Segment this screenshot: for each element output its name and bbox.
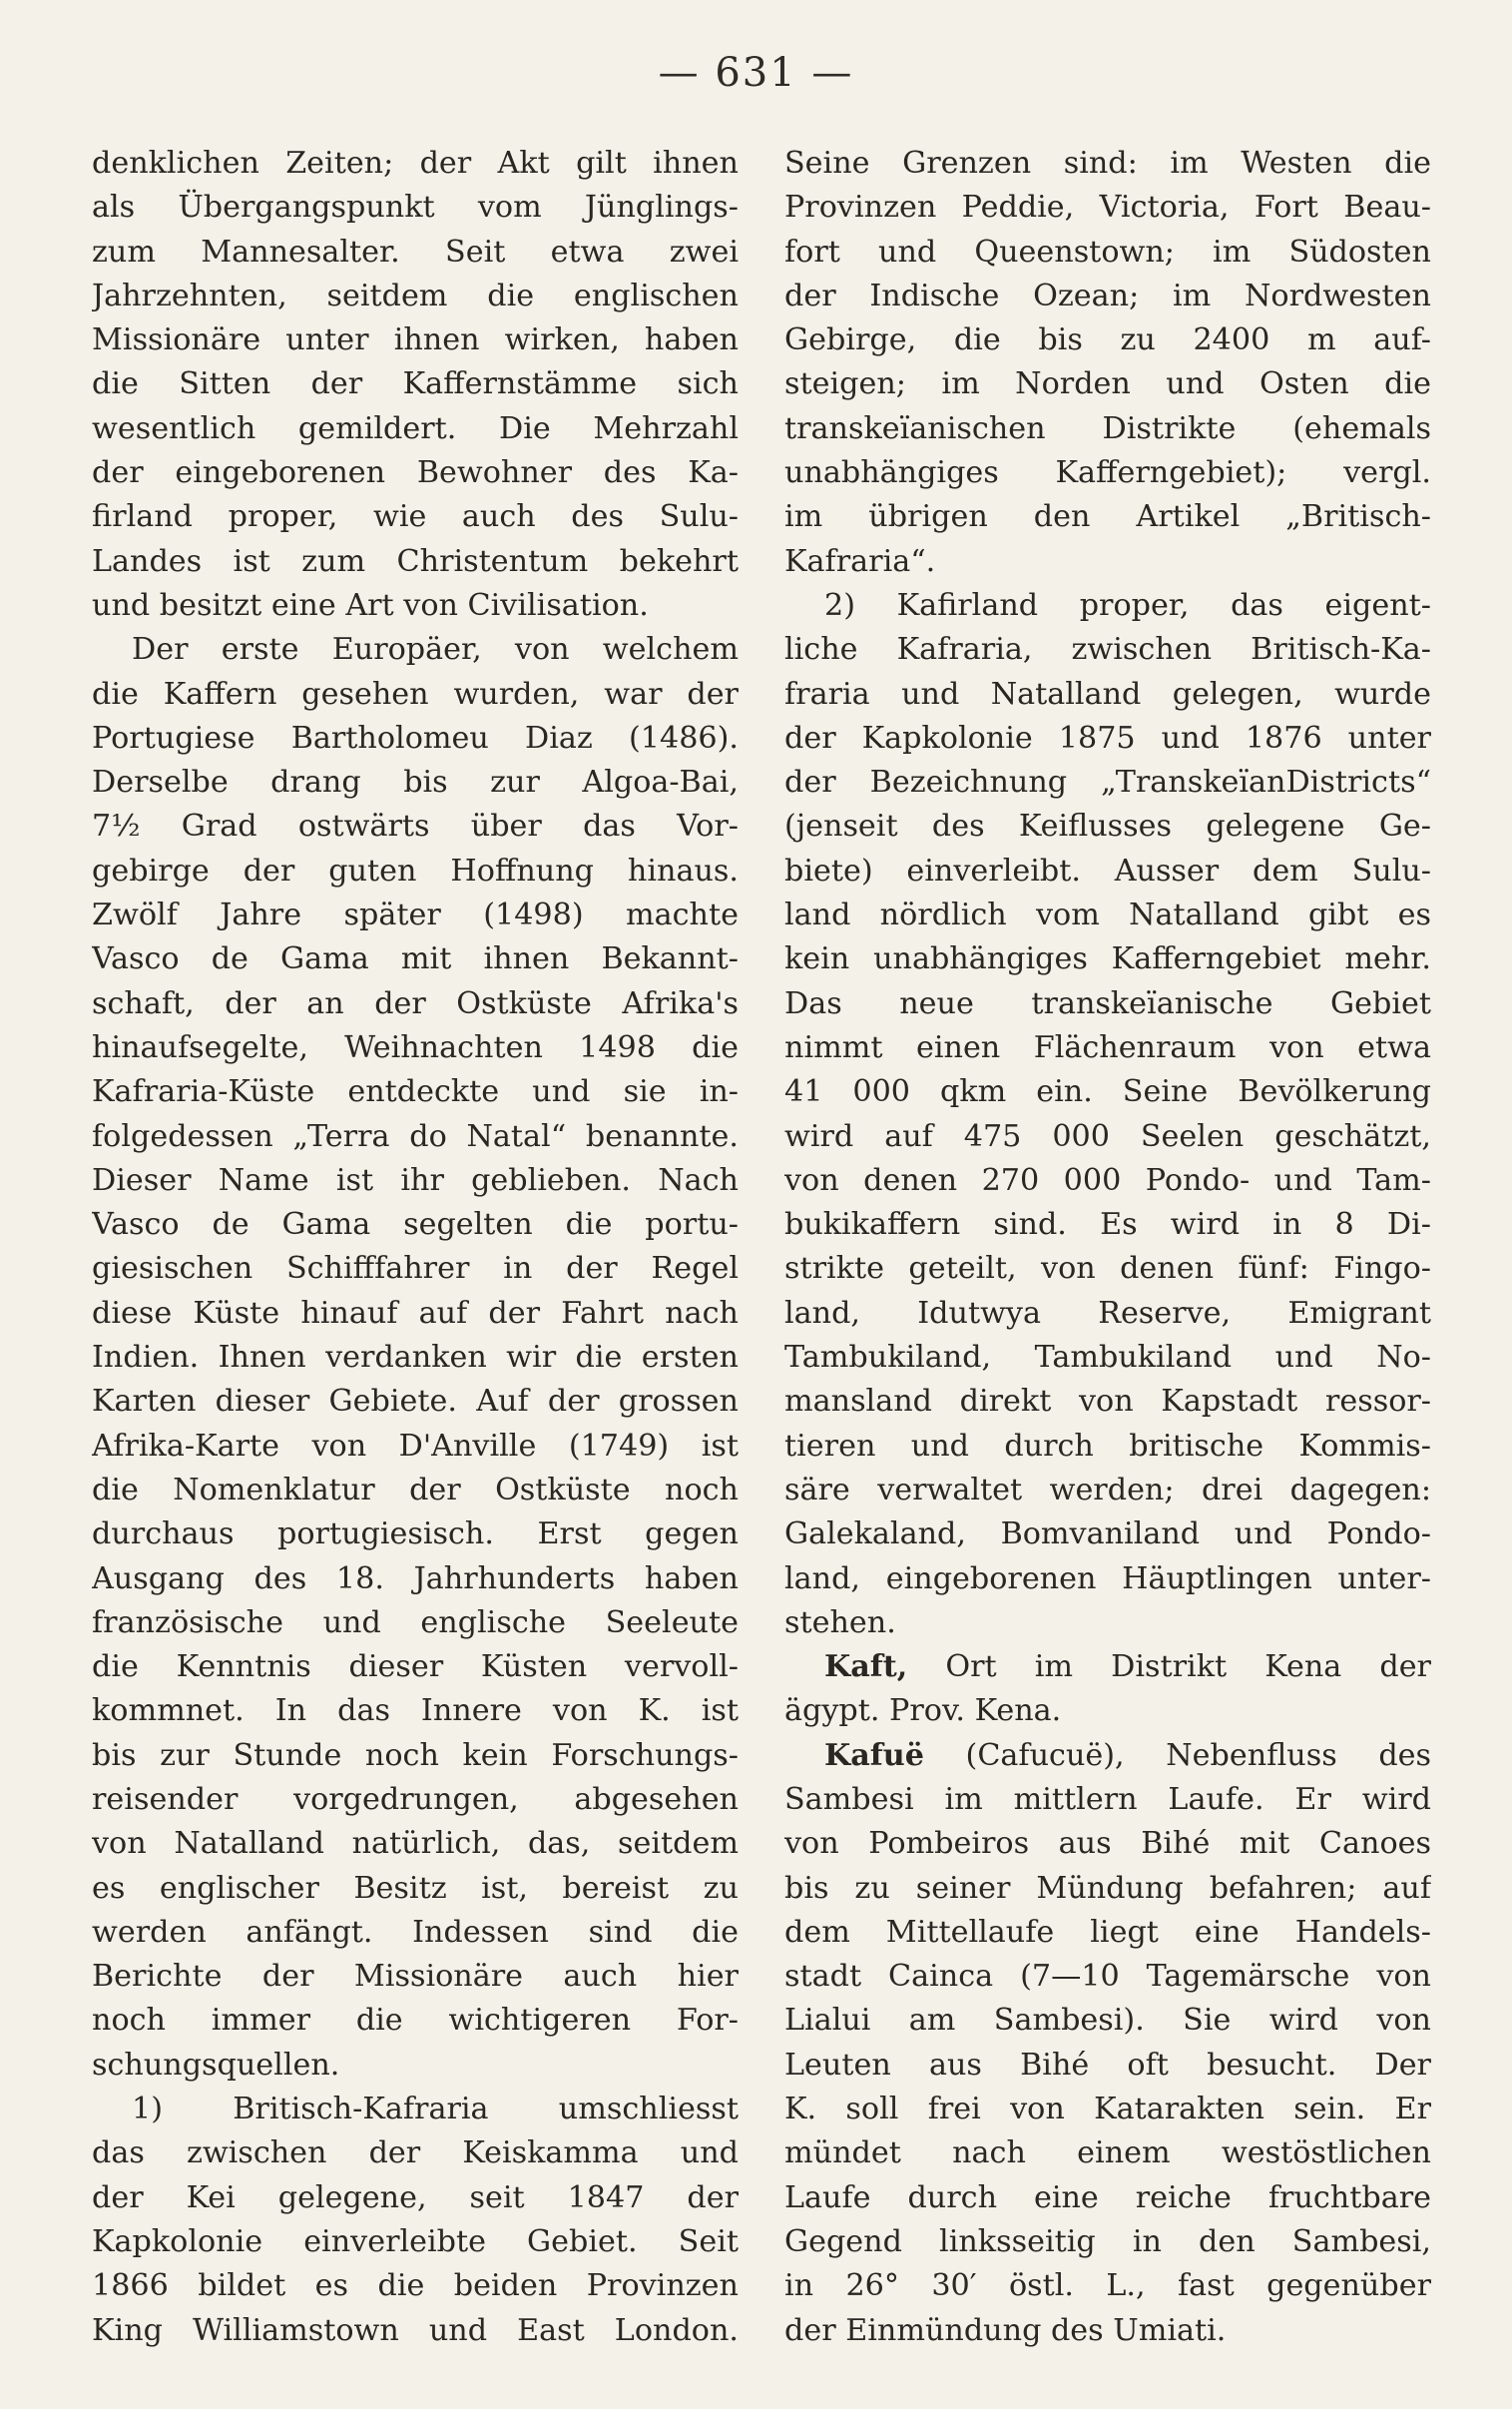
text-line (92, 1778, 739, 1822)
line-text: biete) einverleibt. Ausser dem Sulu- (784, 853, 1431, 889)
line-text: Leuten aus Bihé oft besucht. Der (784, 2047, 1431, 2083)
line-text: von Natalland natürlich, das, seitdem (92, 1826, 739, 1862)
line-text: transkeïanischen Distrikte (ehemals (784, 410, 1431, 446)
line-text: Portugiese Bartholomeu Diaz (1486). (92, 720, 739, 756)
text-line (784, 1955, 1431, 1999)
line-text: firland proper, wie auch des Sulu- (92, 499, 739, 535)
text-line (784, 2309, 1431, 2353)
text-line (92, 937, 739, 981)
text-line (784, 231, 1431, 275)
text-line (92, 2044, 739, 2088)
text-line (92, 584, 739, 628)
line-text: zum Mannesalter. Seit etwa zwei (92, 234, 739, 270)
text-line (92, 717, 739, 761)
text-line (784, 1115, 1431, 1159)
text-line (784, 584, 1431, 628)
text-line (92, 850, 739, 894)
line-text: die Kaffern gesehen wurden, war der (92, 676, 739, 712)
text-line (92, 1203, 739, 1247)
line-text: und besitzt eine Art von Civilisation. (92, 587, 649, 623)
line-text: denklichen Zeiten; der Akt gilt ihnen (92, 146, 739, 181)
line-text: der Kapkolonie 1875 und 1876 unter (784, 720, 1431, 756)
line-text: diese Küste hinauf auf der Fahrt nach (92, 1295, 739, 1331)
line-text: die Kenntnis dieser Küsten vervoll- (92, 1649, 739, 1685)
text-line (92, 1512, 739, 1556)
text-line (784, 1689, 1431, 1733)
text-line (784, 495, 1431, 539)
text-line (92, 1469, 739, 1512)
line-text: Berichte der Missionäre auch hier (92, 1959, 739, 1995)
line-text: kein unabhängiges Kafferngebiet mehr. (784, 941, 1431, 977)
text-line (92, 982, 739, 1026)
text-line (784, 1601, 1431, 1645)
text-line (92, 186, 739, 230)
text-line (92, 362, 739, 406)
text-line (92, 1955, 739, 1999)
line-text: Kapkolonie einverleibte Gebiet. Seit (92, 2223, 739, 2259)
line-text: die Sitten der Kaffernstämme sich (92, 366, 739, 402)
text-line (784, 982, 1431, 1026)
text-line (784, 1026, 1431, 1070)
line-text: 41 000 qkm ein. Seine Bevölkerung (784, 1074, 1431, 1110)
text-line (92, 673, 739, 717)
line-text: fraria und Natalland gelegen, wurde (784, 676, 1431, 712)
text-line (92, 1645, 739, 1689)
line-text: hinaufsegelte, Weihnachten 1498 die (92, 1029, 739, 1065)
line-text: Das neue transkeïanische Gebiet (784, 985, 1431, 1021)
line-text: unabhängiges Kafferngebiet); vergl. (784, 455, 1431, 491)
text-line (784, 540, 1431, 584)
line-text: Gebirge, die bis zu 2400 m auf- (784, 322, 1431, 358)
text-line (784, 2220, 1431, 2264)
text-line (92, 2176, 739, 2220)
line-text: das zwischen der Keiskamma und (92, 2135, 739, 2171)
line-text: kommnet. In das Innere von K. ist (92, 1693, 739, 1729)
line-text: stehen. (784, 1604, 896, 1640)
text-line (784, 2131, 1431, 2175)
text-line (784, 1999, 1431, 2043)
text-line (92, 894, 739, 937)
text-line (92, 275, 739, 318)
line-text: es englischer Besitz ist, bereist zu (92, 1870, 739, 1906)
line-text: Vasco de Gama mit ihnen Bekannt- (92, 941, 739, 977)
text-line (92, 1822, 739, 1866)
line-text: Jahrzehnten, seitdem die englischen (92, 278, 739, 313)
line-text: Derselbe drang bis zur Algoa-Bai, (92, 765, 739, 801)
text-line (92, 1689, 739, 1733)
line-text: der Bezeichnung „TranskeïanDistricts“ (784, 765, 1431, 801)
text-line (92, 2309, 739, 2353)
text-line (784, 1734, 1431, 1778)
text-line (92, 1734, 739, 1778)
text-line (92, 1380, 739, 1424)
text-line (784, 1512, 1431, 1556)
line-text: 2) Kafirland proper, das eigent- (824, 587, 1431, 623)
left-text-column (92, 142, 739, 2353)
line-text: giesischen Schifffahrer in der Regel (92, 1251, 739, 1287)
line-text: King Williamstown und East London. (92, 2312, 739, 2348)
line-text: in 26° 30′ östl. L., fast gegenüber (784, 2268, 1431, 2304)
text-line (92, 1026, 739, 1070)
text-line (92, 628, 739, 672)
line-text: wird auf 475 000 Seelen geschätzt, (784, 1118, 1431, 1154)
line-text: im übrigen den Artikel „Britisch- (784, 499, 1431, 535)
line-text: mansland direkt von Kapstadt ressor- (784, 1384, 1431, 1420)
line-text: tieren und durch britische Kommis- (784, 1428, 1431, 1464)
line-text: Indien. Ihnen verdanken wir die ersten (92, 1340, 739, 1376)
line-text: steigen; im Norden und Osten die (784, 366, 1431, 402)
text-line (784, 1336, 1431, 1380)
line-text: der Kei gelegene, seit 1847 der (92, 2179, 739, 2215)
text-line (784, 186, 1431, 230)
line-text: strikte geteilt, von denen fünf: Fingo- (784, 1251, 1431, 1287)
line-text: Landes ist zum Christentum bekehrt (92, 543, 739, 579)
line-text: land, eingeborenen Häuptlingen unter- (784, 1560, 1431, 1596)
text-line (92, 495, 739, 539)
line-text: K. soll frei von Katarakten sein. Er (784, 2092, 1431, 2127)
text-line (92, 1867, 739, 1911)
line-text: französische und englische Seeleute (92, 1604, 739, 1640)
line-text: Galekaland, Bomvaniland und Pondo- (784, 1516, 1431, 1552)
line-text: stadt Cainca (7—10 Tagemärsche von (784, 1959, 1431, 1995)
text-line (784, 628, 1431, 672)
text-line (784, 362, 1431, 406)
text-line (92, 142, 739, 186)
text-line (92, 407, 739, 451)
text-line (784, 1469, 1431, 1512)
line-text: Ort im Distrikt Kena der (907, 1649, 1431, 1685)
text-line (92, 1999, 739, 2043)
line-text: der eingeborenen Bewohner des Ka- (92, 455, 739, 491)
line-text: durchaus portugiesisch. Erst gegen (92, 1516, 739, 1552)
line-text: schaft, der an der Ostküste Afrika's (92, 985, 739, 1021)
text-line (92, 1115, 739, 1159)
line-text: land, Idutwya Reserve, Emigrant (784, 1295, 1431, 1331)
text-line (784, 761, 1431, 805)
text-line (92, 2264, 739, 2308)
text-line (92, 1911, 739, 1955)
line-text: bukikaffern sind. Es wird in 8 Di- (784, 1207, 1431, 1243)
text-line (92, 1601, 739, 1645)
line-text: der Indische Ozean; im Nordwesten (784, 278, 1431, 313)
text-line (92, 231, 739, 275)
line-text: werden anfängt. Indessen sind die (92, 1914, 739, 1950)
line-text: land nördlich vom Natalland gibt es (784, 898, 1431, 933)
line-text: Tambukiland, Tambukiland und No- (784, 1340, 1431, 1376)
text-line (92, 2220, 739, 2264)
text-line (92, 1336, 739, 1380)
text-line (784, 318, 1431, 362)
line-text: Sambesi im mittlern Laufe. Er wird (784, 1781, 1431, 1817)
text-line (784, 1292, 1431, 1336)
line-text: Provinzen Peddie, Victoria, Fort Beau- (784, 190, 1431, 226)
line-text: Karten dieser Gebiete. Auf der grossen (92, 1384, 739, 1420)
text-line (784, 142, 1431, 186)
text-line (784, 1645, 1431, 1689)
line-text: von denen 270 000 Pondo- und Tam- (784, 1162, 1431, 1198)
text-line (92, 805, 739, 849)
page-number: — 631 — (658, 50, 854, 96)
line-text: noch immer die wichtigeren For- (92, 2003, 739, 2039)
entry-term: Kafuë (824, 1737, 924, 1773)
text-line (784, 1778, 1431, 1822)
line-text: Lialui am Sambesi). Sie wird von (784, 2003, 1431, 2039)
text-line (92, 2088, 739, 2131)
line-text: Missionäre unter ihnen wirken, haben (92, 322, 739, 358)
line-text: liche Kafraria, zwischen Britisch-Ka- (784, 632, 1431, 668)
entry-term: Kaft, (824, 1649, 908, 1685)
text-line (784, 894, 1431, 937)
text-line (784, 1557, 1431, 1601)
text-line (92, 318, 739, 362)
line-text: 7½ Grad ostwärts über das Vor- (92, 809, 739, 845)
text-line (784, 717, 1431, 761)
line-text: ägypt. Prov. Kena. (784, 1693, 1062, 1729)
text-line (92, 540, 739, 584)
line-text: mündet nach einem westöstlichen (784, 2135, 1431, 2171)
line-text: schungsquellen. (92, 2047, 340, 2083)
text-line (784, 1159, 1431, 1203)
line-text: folgedessen „Terra do Natal“ benannte. (92, 1118, 739, 1154)
text-line (784, 805, 1431, 849)
line-text: als Übergangspunkt vom Jünglings- (92, 190, 739, 226)
line-text: wesentlich gemildert. Die Mehrzahl (92, 410, 739, 446)
line-text: Afrika-Karte von D'Anville (1749) ist (92, 1428, 739, 1464)
line-text: Kafraria-Küste entdeckte und sie in- (92, 1074, 739, 1110)
text-line (784, 407, 1431, 451)
line-text: säre verwaltet werden; drei dagegen: (784, 1472, 1431, 1507)
line-text: die Nomenklatur der Ostküste noch (92, 1472, 739, 1507)
text-line (784, 937, 1431, 981)
text-line (784, 2044, 1431, 2088)
line-text: Ausgang des 18. Jahrhunderts haben (92, 1560, 739, 1596)
line-text: nimmt einen Flächenraum von etwa (784, 1029, 1431, 1065)
line-text: 1) Britisch-Kafraria umschliesst (132, 2092, 739, 2127)
line-text: gebirge der guten Hoffnung hinaus. (92, 853, 739, 889)
text-line (784, 1203, 1431, 1247)
text-line (784, 1425, 1431, 1469)
line-text: reisender vorgedrungen, abgesehen (92, 1781, 739, 1817)
text-line (784, 1911, 1431, 1955)
line-text: bis zur Stunde noch kein Forschungs- (92, 1737, 739, 1773)
line-text: Seine Grenzen sind: im Westen die (784, 146, 1431, 181)
line-text: 1866 bildet es die beiden Provinzen (92, 2268, 739, 2304)
line-text: (Cafucuë), Nebenfluss des (923, 1737, 1431, 1773)
line-text: Dieser Name ist ihr geblieben. Nach (92, 1162, 739, 1198)
text-line (784, 451, 1431, 495)
text-line (784, 1247, 1431, 1291)
line-text: Laufe durch eine reiche fruchtbare (784, 2179, 1431, 2215)
text-line (784, 2088, 1431, 2131)
text-line (784, 1380, 1431, 1424)
text-line (92, 1070, 739, 1114)
line-text: dem Mittellaufe liegt eine Handels- (784, 1914, 1431, 1950)
text-line (92, 451, 739, 495)
text-line (784, 673, 1431, 717)
line-text: bis zu seiner Mündung befahren; auf (784, 1870, 1431, 1906)
text-line (92, 1247, 739, 1291)
text-line (784, 1867, 1431, 1911)
line-text: fort und Queenstown; im Südosten (784, 234, 1431, 270)
text-line (92, 2131, 739, 2175)
text-line (784, 275, 1431, 318)
line-text: von Pombeiros aus Bihé mit Canoes (784, 1826, 1431, 1862)
line-text: Gegend linksseitig in den Sambesi, (784, 2223, 1431, 2259)
text-line (784, 2176, 1431, 2220)
text-line (784, 2264, 1431, 2308)
text-line (784, 1070, 1431, 1114)
line-text: (jenseit des Keiflusses gelegene Ge- (784, 809, 1431, 845)
text-line (92, 1292, 739, 1336)
text-line (784, 1822, 1431, 1866)
line-text: Vasco de Gama segelten die portu- (92, 1207, 739, 1243)
text-line (92, 1557, 739, 1601)
text-line (92, 1159, 739, 1203)
line-text: Der erste Europäer, von welchem (132, 632, 739, 668)
text-line (784, 850, 1431, 894)
line-text: Zwölf Jahre später (1498) machte (92, 898, 739, 933)
right-text-column (784, 142, 1431, 2353)
line-text: Kafraria“. (784, 543, 936, 579)
text-line (92, 1425, 739, 1469)
line-text: der Einmündung des Umiati. (784, 2312, 1227, 2348)
text-line (92, 761, 739, 805)
